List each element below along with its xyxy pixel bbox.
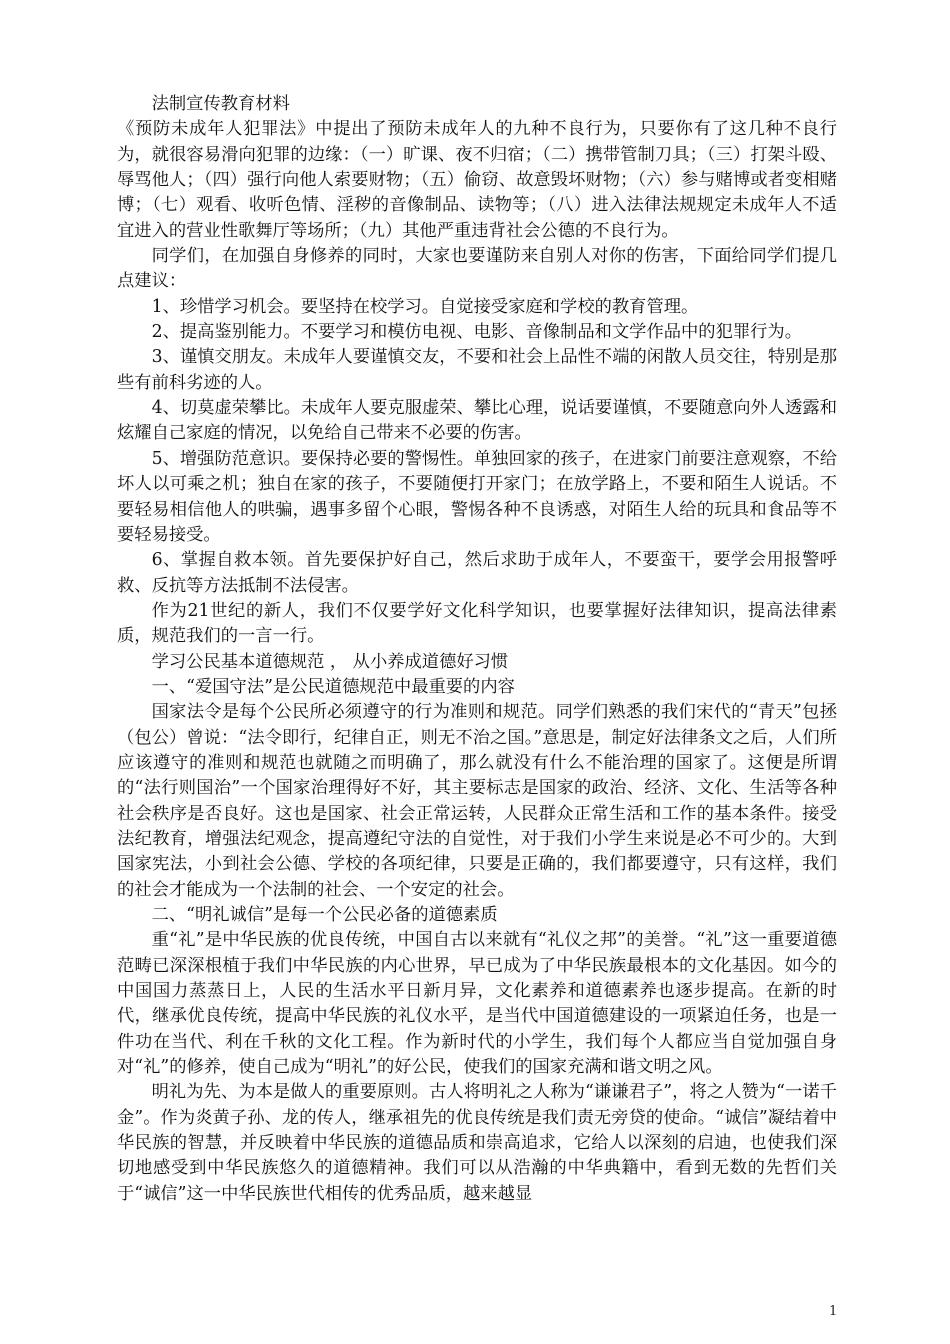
advice-item: 2、提高鉴别能力。不要学习和模仿电视、电影、音像制品和文学作品中的犯罪行为。 bbox=[151, 322, 802, 343]
document-title: 法制宣传教育材料 bbox=[151, 94, 290, 114]
part2-body-2: 明礼为先、为本是做人的重要原则。古人将明礼之人称为“谦谦君子”，将之人赞为“一诺千金”。作为炎黄子孙、龙的传人，继承祖先的优良传统是我们责无旁贷的使命。“诚信”凝结着中华民族的智慧，并反映着中华民族的道德品质和崇高追求，它给人以深刻的启迪，也使我们深切地感受到中华民族悠久的道德精神。我们可以从浩瀚的中华典籍中，看到无数的先哲们关于“诚信”这一中华民族世代相传的优秀品质，越来越显 bbox=[117, 1082, 837, 1204]
advice-item: 5、增强防范意识。要保持必要的警惕性。单独回家的孩子，在进家门前要注意观察，不给坏人以可乘之机；独自在家的孩子，不要随便打开家门；在放学路上，不要和陌生人说话。不要轻易相信他人的哄骗，遇事多留个心眼，警惕各种不良诱惑，对陌生人给的玩具和食品等不要轻易接受。 bbox=[117, 448, 837, 545]
part2-heading: 二、“明礼诚信”是每一个公民必备的道德素质 bbox=[151, 905, 498, 925]
section-title: 学习公民基本道德规范 ， 从小养成道德好习惯 bbox=[151, 651, 509, 672]
advice-item: 4、切莫虚荣攀比。未成年人要克服虚荣、攀比心理，说话要谨慎，不要随意向外人透露和炫耀自己家庭的情况，以免给自己带来不必要的伤害。 bbox=[117, 398, 837, 444]
advice-item: 1、珍惜学习机会。要坚持在校学习。自觉接受家庭和学校的教育管理。 bbox=[151, 296, 699, 317]
page-number: 1 bbox=[829, 1304, 838, 1319]
advice-item: 3、谨慎交朋友。未成年人要谨慎交友，不要和社会上品性不端的闲散人员交往，特别是那些有前科劣迹的人。 bbox=[117, 347, 837, 393]
part1-body: 国家法令是每个公民所必须遵守的行为准则和规范。同学们熟悉的我们宋代的“青天”包拯（包公）曾说：“法令即行，纪律自正，则无不治之国。”意思是，制定好法律条文之后，人们所应该遵守的准则和规范也就随之而明确了，那么就没有什么不能治理的国家了。这便是所谓的“法行则国治”一个国家治理得好不好，其主要标志是国家的政治、经济、文化、生活等各种社会秩序是否良好。这也是国家、社会正常运转，人民群众正常生活和工作的基本条件。接受法纪教育，增强法纪观念，提高遵纪守法的自觉性，对于我们小学生来说是必不可少的。大到国家宪法，小到社会公德、学校的各项纪律，只要是正确的，我们都要遵守，只有这样，我们的社会才能成为一个法制的社会、一个安定的社会。 bbox=[117, 702, 837, 900]
part2-body-1: 重“礼”是中华民族的优良传统，中国自古以来就有“礼仪之邦”的美誉。“礼”这一重要道德范畴已深深根植于我们中华民族的内心世界，早已成为了中华民族最根本的文化基因。如今的中国国力蒸蒸日上，人民的生活水平日新月异，文化素养和道德素养也逐步提高。在新的时代，继承优良传统，提高中华民族的礼仪水平，是当代中国道德建设的一项紧迫任务，也是一件功在当代、利在千秋的文化工程。作为新时代的小学生，我们每个人都应当自觉加强自身对“礼”的修养，使自己成为“明礼”的好公民，使我们的国家充满和谐文明之风。 bbox=[117, 930, 837, 1078]
advice-intro-paragraph: 同学们，在加强自身修养的同时，大家也要谨防来自别人对你的伤害，下面给同学们提几点建议： bbox=[117, 246, 837, 292]
closing-paragraph: 作为21世纪的新人，我们不仅要学好文化科学知识，也要掌握好法律知识，提高法律素质，规范我们的一言一行。 bbox=[117, 600, 837, 647]
intro-paragraph: 《预防未成年人犯罪法》中提出了预防未成年人的九种不良行为，只要你有了这几种不良行为，就很容易滑向犯罪的边缘：（一）旷课、夜不归宿；（二）携带管制刀具；（三）打架斗殴、辱骂他人；（四）强行向他人索要财物；（五）偷窃、故意毁坏财物；（六）参与赌博或者变相赌博；（七）观看、收听色情、淫秽的音像制品、读物等；（八）进入法律法规规定未成年人不适宜进入的营业性歌舞厅等场所；（九）其他严重违背社会公德的不良行为。 bbox=[117, 119, 837, 241]
document-page bbox=[117, 92, 837, 1207]
advice-item: 6、掌握自救本领。首先要保护好自己，然后求助于成年人，不要蛮干，要学会用报警呼救、反抗等方法抵制不法侵害。 bbox=[117, 550, 837, 596]
part1-heading: 一、“爱国守法”是公民道德规范中最重要的内容 bbox=[151, 676, 515, 697]
